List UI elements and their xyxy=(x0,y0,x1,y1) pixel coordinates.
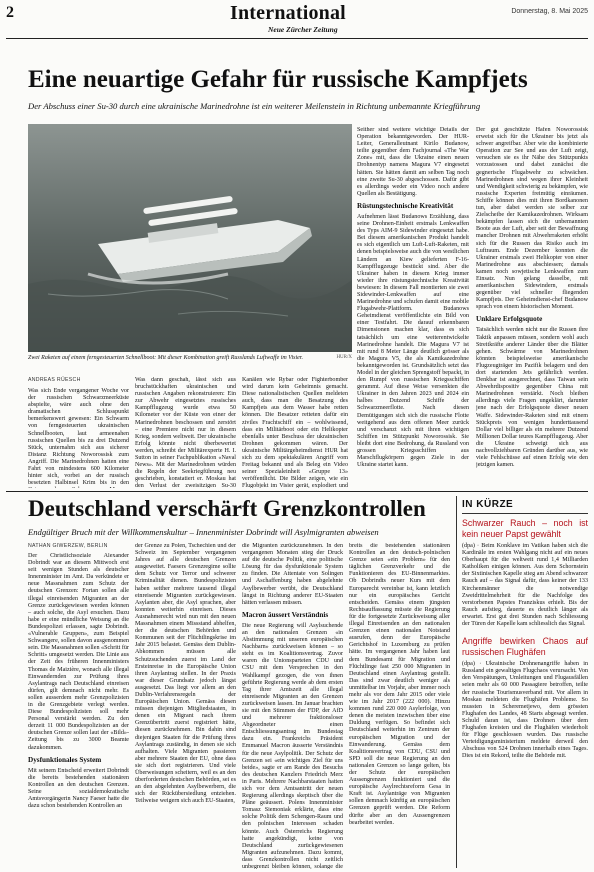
newspaper-name: Neue Zürcher Zeitung xyxy=(268,25,338,34)
paragraph: die Migranten zurückzunehmen. In den vergangenen Monaten stieg der Druck auf die deutsche Politik, eine politische Lösung für das dysfunktionale System zu finden. Die Attentate von Solingen und Aschaffenburg haben abgelehnte Asylbewerber verübt, die Deutschland längst in Richtung anderer EU-Staaten hätten verlassen müssen. xyxy=(242,543,343,606)
sidebar-item1-title: Schwarzer Rauch – noch ist kein neuer Papst gewählt xyxy=(462,518,588,539)
sidebar-heading: IN KÜRZE xyxy=(462,499,514,510)
photo-caption xyxy=(28,354,352,362)
paragraph: Kanälen wie Rybar oder Fighterbomber wird darum kein Geheimnis gemacht. Diese nationalistischen Quellen meldeten auch, dass man die Besatzung des Kampfjets aus dem Wasser habe retten können. Die Besatzer retteten dafür ein ziviles Frachtschiff ein – wohlwissend, dass ein Militärboot oder ein Helikopter ebenfalls unter Beschuss der ukrainischen Drohnen gekommen wären. Der ukrainische Militärgeheimdienst HUR hat sich zu dem spektakulären Angriff vom Freitag bekannt und als Beleg ein Video seiner Spezialeinheit «Gruppe 13» veröffentlicht. Die Bilder zeigen, wie ein Flugobjekt im Visier gerät, explodiert und xyxy=(242,377,348,488)
subheading: Unklare Erfolgsquote xyxy=(476,315,543,324)
subheading: Macron äussert Verständnis xyxy=(242,610,329,619)
article2-column-1 xyxy=(28,553,129,869)
article1-byline: ANDREAS RÜESCH xyxy=(28,377,81,383)
section-title: International xyxy=(230,2,346,24)
article1-deck: Der Abschuss einer Su-30 durch eine ukrainische Marinedrohne ist ein weiterer Meilenstein in Richtung unbemannte Kriegführung xyxy=(28,101,481,111)
sidebar-item2-title: Angriffe bewirken Chaos auf russischen Flughäfen xyxy=(462,636,588,658)
paragraph: breits die bestehenden stationären Kontrollen an den deutsch-polnischen Grenze seien «ein Problem» für den täglichen Grenzverkehr und die Funktionieren des EU-Binnenmarktes. Ob Dobrindts neuer Kurs mit dem Europarecht vereinbar ist, kann letztlich nur ein europäisches Gericht entscheiden. Gemäss einem jüngsten Rechtsauffassung müsste die Regierung für die fortgesetzte Zurückweisung aller illegal Einreisenden an den nationalen Grenzen einen nationalen Notstand ausrufen, denn der Europäische Gerichtshof in Luxemburg zu prüfen hätte. Im vergangenen Jahr haben laut dem Bundesamt für Migration und Flüchtlinge fast 250 000 Migranten in Deutschland einen Asylantrag gestellt. Das sind zwar deutlich weniger als unmittelbar im Vorjahr, aber immer noch mehr als vor dem Jahr 2015 oder viele wie im Jahr 2017 (222 000). Hinzu kommen rund 220 000 Asylerfolge, von denen die meisten inzwischen über eine Duldung verfügen. So befindet sich Deutschland weiterhin im Zentrum der europäischen Migration und der Einwanderung. Gemäss dem Koalitionsvertrag von CDU, CSU und SPD soll die neue Regierung an den nationalen Grenzen so lange gelten, bis der Schutz der europäischen Aussengrenzen funktioniert und die europäische Asylrechtsreform Gesa in Kraft ist. Asylanträge von Migranten sollen demnach künftig an europäischen Grenzen geprüft werden. Die Reform dürfte aber an den Aussengrenzen bearbeitet werden. xyxy=(349,543,450,826)
paragraph: Mit seinem Entscheid erweitert Dobrindt die bereits bestehenden stationären Kontrollen an den deutschen Grenzen. Seine sozialdemokratische Amtsvorgängerin Nancy Faeser hatte die dazu schon bestehenden Kontrollen an xyxy=(28,767,129,810)
article1-headline: Eine neuartige Gefahr für russische Kampfjets xyxy=(28,66,528,93)
article1-column-3 xyxy=(242,377,348,488)
article1-column-2 xyxy=(135,377,236,488)
article-photo-drone-boat xyxy=(28,124,352,352)
sidebar-news xyxy=(462,518,588,868)
article2-headline: Deutschland verschärft Grenzkontrollen xyxy=(28,496,426,521)
article2-column-4 xyxy=(349,543,450,869)
photo-caption-text: Zwei Raketen auf einem ferngesteuerten Schnellboot: Mit dieser Kombination greift Russlands Luftwaffe im Visier. xyxy=(28,355,303,361)
article1-column-1 xyxy=(28,388,129,488)
article2-column-3 xyxy=(242,543,343,869)
sidebar-item1-text: (dpa) · Beim Konklave im Vatikan haben sich die Kardinäle im ersten Wahlgang nicht auf ein neues Oberhaupt für die weltweit rund 1,4 Milliarden Katholiken einigen können. Aus dem Schornstein der Sixtinischen Kapelle stieg am Abend schwarzer Rauch auf – das Signal dafür, dass keiner der 133 Kirchenmänner die notwendige Zweidrittelmehrheit für die Nachfolge des verstorbenen Papstes Franziskus erhielt. Bis der Rauch aufstieg, dauerte es deutlich länger als erwartet. Erst gut drei Stunden nach Schliessung der Türen der Kapelle kam schliesslich das Signal. xyxy=(462,543,588,628)
article1-column-4 xyxy=(357,127,469,488)
sidebar-rule xyxy=(462,513,588,514)
paragraph: Was dann geschah, lässt sich aus bruchstückhaften ukrainischen und russischen Angaben rekonstruieren: Ein zur Abwehr eingesetztes russisches Kampfflugzeug wurde etwa 50 Kilometer vor der Küste von einer der Marinedrohnen beschossen und zerstört – eine Premiere nicht nur in diesem Krieg, sondern weltweit. Der ukrainische Erfolg könnte nicht überbewertet werden, schreibt der Militärexperte H. I. Sutton in seiner Fachpublikation «Naval News». Mit der Marinedrohnen würden die Regeln der Seekriegführung neu geschrieben, konstatiert er. Moskau hat den Verlust der zweisitzigen Su-30 xyxy=(135,377,236,488)
paragraph: Aufnehmen lässt Budanows Erzählung, dass seine Drohnen-Einheit erstmals Lenkwaffen des Typs AIM-9 Sidewinder eingesetzt habe. Bei diesem amerikanischen Produkt handelt es sich eigentlich um Luft-Luft-Raketen, mit denen beispielsweise auch die von westlichen Ländern an Kiew gelieferten F-16-Kampfflugzeuge bestückt sind. Aber die Ukrainer haben in diesem Krieg immer wieder ihre rüstungstechnische Kreativität bewiesen: In diesem Fall montierten sie zwei Sidewinder-Lenkwaffen auf eine Marinedrohne und schufen damit eine mobile Flugabwehr-Plattform. Budanows Geheimdienst veröffentlichte ein Bild von einer Testfahrt. Die darauf erkennbaren Dimensionen machen klar, dass es sich tatsächlich um eine weiterentwickelte Marinedrohne handelt. Die Magura V7 ist mit rund 8 Meter Länge deutlich grösser als die Magura V5, die als Kamikazedrohne bekanntgeworden ist. Grundsätzlich setzt das Model in der gleichen Sprengstoff bepackt, in den Rumpf von russischen Kriegsschiffen gerammt. Auf diese Weise versenkten die Ukrainer in den Jahren 2023 und 2024 ein halbes Dutzend Schiffe der Schwarzmeerflotte. Nach diesen Demütigungen sich sich die russische Flotte weitgehend aus dem offenen Meer zurück und verschanzt sich mit ihren wichtigen Schiffen im Stützpunkt Noworossisk. Sie bleibt dort eine Bedrohung, da Russland von grossen Kriegsschiffen aus Marschflugkörpern gegen Ziele in der Ukraine startet kann. xyxy=(357,213,469,469)
issue-date: Donnerstag, 8. Mai 2025 xyxy=(511,8,588,15)
subheading: Dysfunktionales System xyxy=(28,755,102,764)
paragraph: Was sich Ende vergangener Woche vor der russischen Schwarzmeerküste abspielte, wäre auch ohne den dramatischen Schlusspunkt bemerkenswert gewesen: Ein Schwarm von ferngesteuerten ukrainischen Schnellbooten, laut armeenahen russischen Quellen bis zu drei Dutzend Stück, unternahm sich aus sicherer Distanz Richtung Noworossisk zum Angriff. Die Marinedrohnen hatten eine Fahrt von mindestens 600 Kilometer hinter sich, vorbei an der russisch besetzten Halbinsel Krim bis in den xyxy=(28,388,129,487)
paragraph: der Grenze zu Polen, Tschechien und der Schweiz im September vergangenen Jahres auf alle deutschen Grenzen ausgeweitet. Faesers Grenzregime sollte dem Schutz vor Terror und schwerer Kriminalität dienen. Bundespolizisten haben seither mehrere tausend illegal einreisende Migranten zurückgewiesen. Asylanten aber, die Asyl sprachen, aber konnten weiterhin einreisen. Dieses Ausnahmerecht wird nun mit den neuen Massnahmen einem Missstand abhelfen, der die deutschen Behörden und Kommunen seit der Flüchtlingskrise im Jahr 2015 belastet. Gemäss dem Dublin-Abkommen müssen alle Schutzsuchenden zuerst im Land der Ersteinreise in die Europäische Union ihren Asylantrag stellen. In der Praxis war dieser Grundsatz jedoch längst ausgesetzt. Das liegt vor allem an den Dublin-Verfahrensregeln der Europäischen Union. Gemäss diesen müssen diejenigen Mitgliedstaaten, in denen ein Migrant nach ihrem Grenzübertritt zuerst registriert hätte, diesen zurücknehmen. Bin dahin sind diejenigen Staaten für die Prüfung ihres Asylantrags zuständig, in denen sie sich aufhalten. Viele Migranten passieren aber mehrere Staaten der EU, ohne dass sie sich dort registrieren. Und viele Überweisungen scheitern, weil es an den überforderten deutschen Behörden, sei es an den abgelehnten Asylbewerbern, die sich der Rückübersiedlung entziehen. Teilweise weigern sich auch EU-Staaten, xyxy=(135,543,236,805)
paragraph: Seither sind weitere wichtige Details der Operation bekanntgeworden. Der HUR-Leiter, Generalleutnant Kirilo Budanow, teilte gegenüber dem Fachjournal «The War Zone» mit, dass die Ukraine einen neuen Drohnentyp namens Magura V7 eingesetzt hätten. Sie hätten damit am selben Tag noch eine zweite Su-30 abgeschossen. Dafür gibt es allerdings weder ein Video noch andere Quellen als Bestätigung. xyxy=(357,127,469,197)
sidebar-item2-text: (dpa) · Ukrainische Drohnenangriffe haben in Russland ein gewaltiges Flugchaos verursacht. Von den Verspätungen, Umleitungen und Flugausfällen seien mehr als 60 000 Passagiere betroffen, teilte der russische Tourismusverband mit. Vor allem in Moskau meldeten die Flughäfen Probleme. So mussten in Scheremetjewo, dem grössten Flughafen des Landes, 48 Starts abgesagt werden. Schuld daran ist, dass Drohnen über dem Flughafen kreisten und die Flughäfen wiederholt für Flüge geschlossen wurden. Das russische Verteidigungsministerium meldete derweil den Abschuss von 524 Drohnen innerhalb eines Tages. Dies ist ein Rekord, teilte die Behörde mit. xyxy=(462,661,588,760)
masthead xyxy=(0,0,594,36)
article1-column-5 xyxy=(476,127,588,488)
paragraph: Der gut geschützte Hafen Noworossisk erweist sich für die Ukrainer bis jetzt als schwer angreifbar. Aber wie die kombinierte Operation zur See und aus der Luft zeigt, versuchen sie es ihr Nähe des Stützpunkts vorzustossen und dabei zunächst die gegnerische Flugabwehr zu schwächen. Marinedrohnen sind wegen ihrer Kleinheit und Wendigkeit schwierig zu bekämpfen, wie russische Experten freimütig einräumen. Schiffe können dies mit ihren Bordkanonen tun, aber dabei werden sie selber zur Zielscheibe der Kamikazedrohnen. Wirksam bekämpfen lassen sich die unbemannten Boote aus der Luft, aber seit der Bewaffnung mancher Drohnen mit Abwehrraketen erhöht sich für die Russen das Risiko auch im Luftraum. Ende Dezember konnten die Ukrainer erstmals zwei Helikopter von einer Marinedrohne aus abschiessen; damals kamen noch sowjetische Lenkwaffen zum Einsatz. Nun gelang dasselbe, mit amerikanischen Sidewindern, erstmals gegenüber viel schneller fliegenden Kampfjets. Der Geheimdienst-chef Budanow sprach von einem historischen Moment. xyxy=(476,127,588,311)
paragraph: Tatsächlich werden nicht nur die Russen ihre Taktik anpassen müssen, sondern wohl auch Streitkräfte anderer Länder über die Blätter gehen. Schwärme von Marinedrohnen könnten beispielsweise amerikanische Flugzeugträger im Pazifik belagern und den dort startenden Jets gefährlich werden. Denkbar ist ausgerechnet, dass Taiwan sein Abwehrdispositiv gegenüber China mit Marinedrohnen verstärkt. Noch bleiben allerdings viele Fragen ungeklärt, darunter jene nach der Erfolgsquote dieser neuen Waffe. Sidewinder-Raketen sind mit einem Stückpreis von wenigen hunderttausend Dollar viel billiger als ein mehrere Dutzend Millionen Dollar teures Kampfflugzeug. Aber die Ukraine schweigt sich aus nachvollziehbaren Gründen darüber aus, wie viele Fehlschüsse auf einen Erfolg wie den jetzigen kamen. xyxy=(476,327,588,469)
masthead-rule xyxy=(6,38,588,39)
paragraph: Der Christlichsoziale Alexander Dobrindt war an diesem Mittwoch erst seit wenigen Stunden als deutscher Innenminister im Amt. Da verkündete er neue Massnahmen zum Schutz der deutschen Grenzen: Fortan sollen alle illegal einreisenden Migranten an der Grenze zurückgewiesen werden können – auch solche, die Asyl ersuchen. Dazu habe er eine mündliche Weisung an die Bundespolizei erlassen, sagte Dobrindt. «Vulnerable Gruppen», zum Beispiel Schwangere, sollen davon ausgenommen sein. Die Massnahmen sollen «Schritt für Schritt» umgesetzt werden. Die Linie aus der Zeit des früheren Innenministers Thomas de Maizière, wonach alle illegal Einwandernden zur Prüfung ihres Asylantrags nach Deutschland einreisen dürfen, gilt demnach nicht mehr. Es sollen ausserdem mehr Grenzpolizisten in die Grenzgebiete verlegt werden. Diese Bundespolizisten soll mehr Personal verstärkt werden. Zu den derzeit 11 000 Bundespolizisten an der deutschen Grenze sollen laut der «Bild»-Zeitung bis zu 3000 Beamte dazukommen. xyxy=(28,553,129,751)
subheading: Rüstungstechnische Kreativität xyxy=(357,201,454,210)
sidebar-divider xyxy=(456,496,457,868)
page-number: 2 xyxy=(6,4,14,21)
photo-credit: HUR/X xyxy=(336,355,352,360)
article2-column-2 xyxy=(135,543,236,869)
article2-byline: NATHAN GIWERZEW, BERLIN xyxy=(28,543,108,549)
section-divider xyxy=(6,491,588,492)
paragraph: Die neue Regierung will Asylsuchende an den nationalen Grenzen «in Abstimmung mit unseren europäischen Nachbarn» zurückweisen können – so steht es im Koalitionsvertrag. Zuvor waren die Unionsparteien CDU und CSU mit dem Versprechen in den Wahlkampf gezogen, die von ihnen geführte Regierung werde ab dem ersten Tag ihrer Amtszeit alle illegal einreisende Migranten an den Grenzen zurückweisen lassen. Im Januar brachten sie mit den Stimmen der FDP, der AfD und mehrerer fraktionsloser Abgeordneter einen Entschliessungsantrag im Bundestag dazu ein. Frankreichs Präsident Emmanuel Macron äusserte Verständnis für die neue Asylpolitik. Der Schutz der Grenzen sei «ein wichtiges Ziel für uns beide», sagte er am Rande des Besuchs des deutschen Kanzlers Friedrich Merz in Paris. Mehrere Nachbarstaaten hatten sich vor dem Amtsantritt der neuen Regierung allerdings skeptisch über die Pläne geäussert. Polens Innenminister Tomasz Siemoniak erklärte, dass eine solche Politik dem Schengen-Raum und den polnischen Interessen schaden könnte. Auch Österreichs Regierung hatte angekündigt, keine von Deutschland zurückgewiesenen Migranten aufzunehmen. Dazu kommt, dass Grenzkontrollen nicht zeitlich unbegrenzt bleiben können, solange die xyxy=(242,622,343,869)
article2-deck: Endgültiger Bruch mit der Willkommenskultur – Innenminister Dobrindt will Asylmigranten abweisen xyxy=(28,527,379,537)
photo-illustration xyxy=(28,124,352,352)
